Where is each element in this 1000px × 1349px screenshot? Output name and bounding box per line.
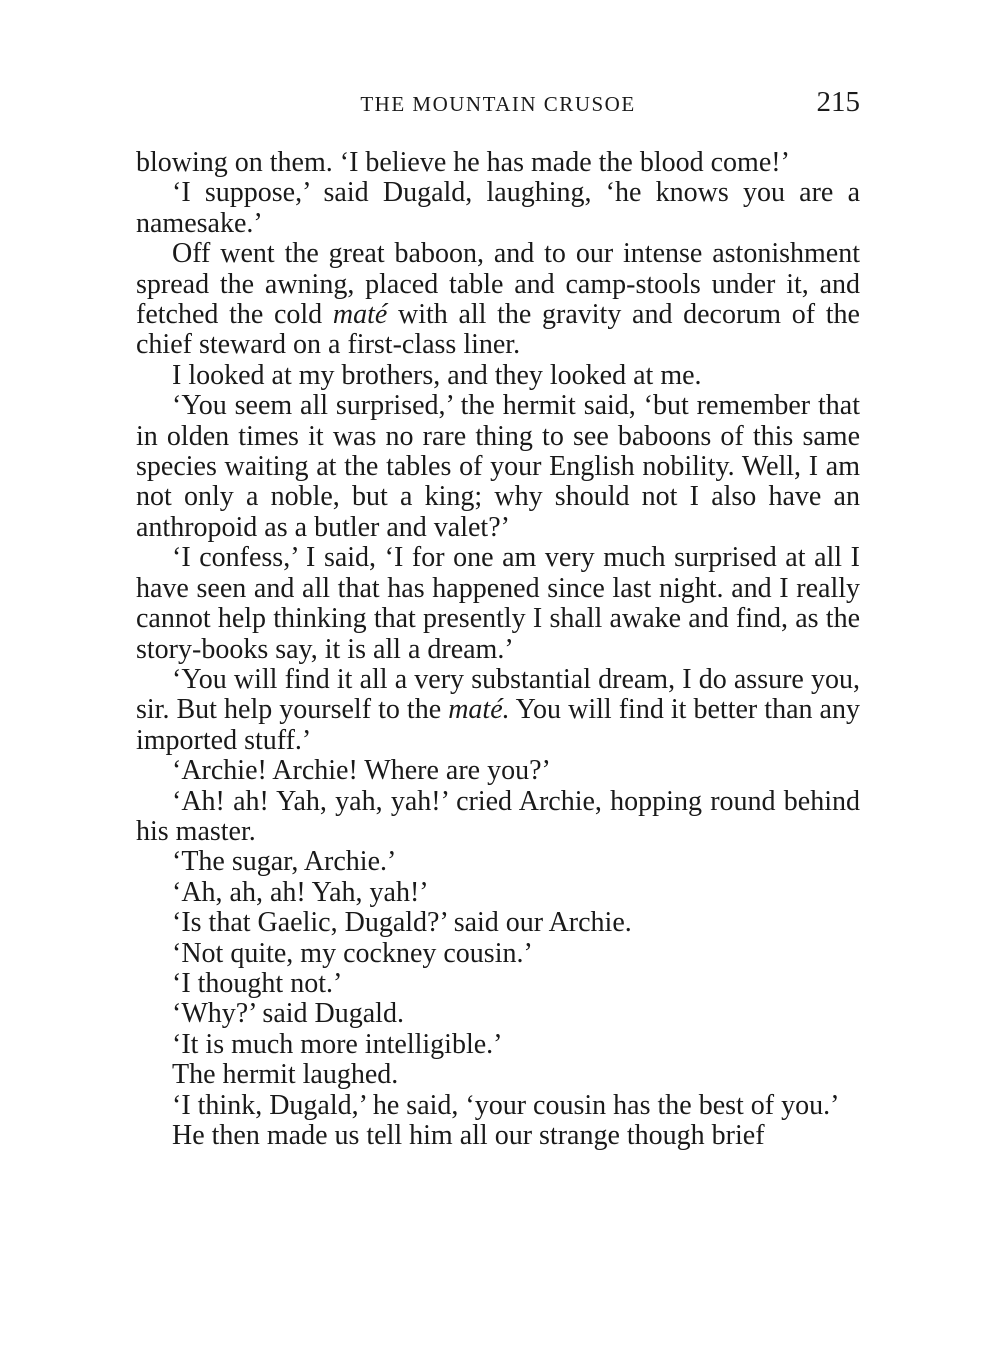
paragraph-text: Off went the great baboon, and to our intense astonishment spread the awning, placed table and camp-stools under it, and fetched the cold — [136, 238, 860, 331]
paragraph — [136, 178, 860, 239]
paragraph-text: ‘You seem all surprised,’ the hermit said, ‘but remember that in olden times it was no rare thing to see baboons of this same species waiting at the tables of your English nobility. Well, I am not only a noble, but a king; why should not I also have an anthropoid as a butler and valet?’ — [136, 390, 860, 543]
paragraph — [136, 969, 860, 999]
paragraph-text: I looked at my brothers, and they looked at me. — [172, 359, 702, 391]
paragraph-text: blowing on them. ‘I believe he has made the blood come!’ — [136, 147, 790, 178]
paragraph — [136, 239, 860, 361]
paragraph-text: ‘Is that Gaelic, Dugald?’ said our Archie. — [172, 907, 632, 939]
paragraph — [136, 787, 860, 848]
paragraph — [136, 543, 860, 665]
paragraph-text: He then made us tell him all our strange though brief — [172, 1120, 765, 1151]
paragraph — [136, 391, 860, 543]
paragraph — [136, 756, 860, 786]
paragraph — [136, 148, 860, 178]
paragraph-text: ‘I think, Dugald,’ he said, ‘your cousin has the best of you.’ — [172, 1089, 840, 1121]
page-header — [136, 82, 860, 122]
paragraph — [136, 1060, 860, 1090]
paragraph-text: ‘I suppose,’ said Dugald, laughing, ‘he knows you are a namesake.’ — [136, 177, 860, 239]
paragraph-text: ‘Why?’ said Dugald. — [172, 998, 404, 1030]
paragraph-text: The hermit laughed. — [172, 1059, 399, 1091]
paragraph-text: ‘You will find it all a very substantial dream, I do assure you, sir. But help yourself to the — [136, 663, 860, 726]
body-text — [136, 148, 860, 1151]
paragraph — [136, 847, 860, 877]
paragraph-text: ‘Ah, ah, ah! Yah, yah!’ — [172, 876, 429, 908]
paragraph — [136, 1030, 860, 1060]
paragraph — [136, 1091, 860, 1121]
paragraph — [136, 665, 860, 756]
paragraph-text: with all the gravity and decorum of the chief steward on a first-class liner. — [136, 299, 860, 361]
paragraph-text: ‘I thought not.’ — [172, 967, 343, 999]
paragraph-text: ‘Archie! Archie! Where are you?’ — [172, 755, 551, 787]
paragraph-text: ‘It is much more intelligible.’ — [172, 1028, 503, 1060]
paragraph — [136, 999, 860, 1029]
paragraph-text: You will find it better than any imported stuff.’ — [136, 694, 860, 756]
paragraph — [136, 908, 860, 938]
paragraph-text: ‘I confess,’ I said, ‘I for one am very much surprised at all I have seen and all that has happened since last night. and I really cannot help thinking that presently I shall awake and find, as the story-books say, it is all a dream.’ — [136, 542, 860, 665]
paragraph — [136, 1121, 860, 1151]
page-number: 215 — [816, 86, 860, 118]
paragraph-text: ‘The sugar, Archie.’ — [172, 846, 397, 878]
italic-word: maté — [332, 299, 388, 331]
paragraph — [136, 361, 860, 391]
paragraph-text: ‘Ah! ah! Yah, yah, yah!’ cried Archie, hopping round behind his master. — [136, 785, 860, 847]
paragraph — [136, 939, 860, 969]
paragraph-text: ‘Not quite, my cockney cousin.’ — [172, 937, 533, 969]
running-title: THE MOUNTAIN CRUSOE — [360, 92, 636, 116]
italic-word: maté. — [448, 694, 510, 726]
paragraph — [136, 878, 860, 908]
